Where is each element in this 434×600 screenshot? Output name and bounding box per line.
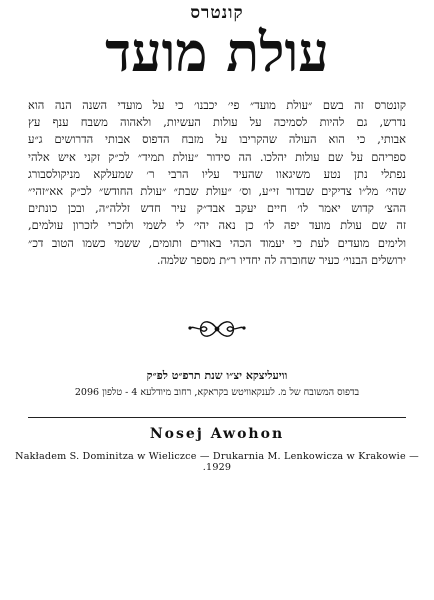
body-line: שהי׳ מל״ו צדיקים שבדור זי״ע, וס׳ ״עולת שבת״ ״עולת החודש״ לכ״ק אא״זהי״ [28,184,406,199]
ornament-icon [187,316,247,342]
body-line: ירושלים הבנוי׳ כעיר שחוברה לה יחדיו ר״ת מספר שלמה. [156,252,406,267]
latin-title: Nosej Awohon [149,426,285,442]
publication-place: וויעליצקא יצ״ו שנת תרפ״ט לפ״ק [146,369,288,382]
body-line: נדרש, גם להיות לסמיכה על עולות העשיות, ולאהוה משבח ענף עץ [28,115,406,130]
body-line: ולימים מועדים לעת כי יעמוד הכהי באורים ותומים, ששמי כשמו הטוב דכ״ [28,235,406,250]
body-paragraph [28,97,406,269]
printer-line-hebrew: בדפוס המשובח של מ. לענקאוויטש בקראקא, רחוב מיודלעא 4 - טלפון 2096 [74,387,360,398]
body-line: ספריהם על שם עולות יהלכו. הה סידור ״עולת תמיד״ לכ״ק זקני איש אלהי [28,149,406,164]
body-line: אבותי, כי הוא העולה שהקריבו על מזבח הדפוס אבותי הדרושים ג״ע [28,132,406,147]
kuntres-heading: קונטרס [190,3,244,23]
page-title: עולת מועד [105,20,329,84]
body-line: זה שם עולת מועד יפה לו׳ כן נאה יהי׳ לי לשמי ולזכרי לזכרון עולמים, [28,218,406,233]
body-line: ההצ׳ קדוש יאמר לו׳ חיים יעקב אבד״ק עיר חדש זללה״ה, ובכן כונתים [28,201,406,216]
body-line: נפתלי נתן נטע משיגאוו שהעיד עליו הרבי ר׳ שמעלקא מניקולסבורג [28,166,406,181]
body-line: קונטרס זה בשם ״עולת מועד״ פי׳ יכבנו׳ כי על מועדי השנה הנה הוא [28,98,406,112]
latin-imprint: Nakładem S. Dominitza w Wieliczce — Drukarnia M. Lenkowicza w Krakowie — .1929 [15,451,419,473]
divider-rule [28,417,406,418]
